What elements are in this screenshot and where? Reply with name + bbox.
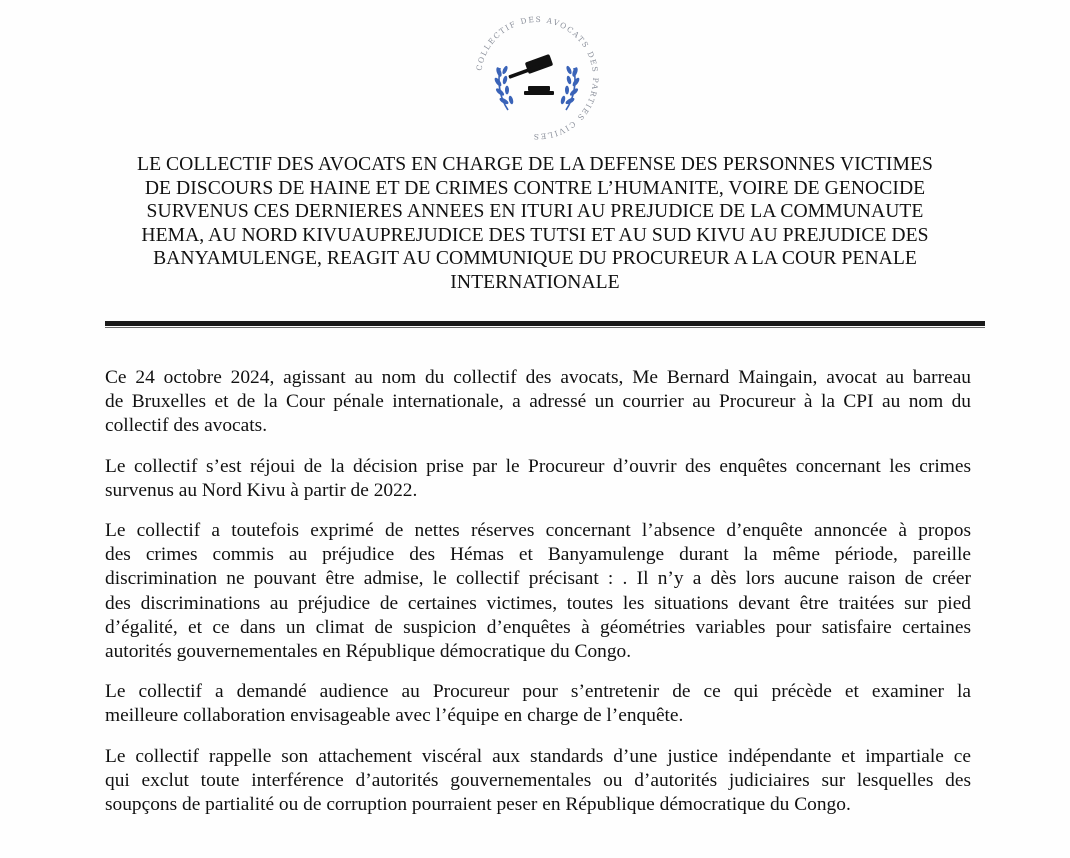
document-title bbox=[60, 153, 1010, 295]
paragraph-line: Le collectif s’est réjoui de la décision prise par le Procureur d’ouvrir des enquêtes concernant les crimes bbox=[105, 455, 971, 477]
collective-logo bbox=[468, 12, 606, 144]
paragraph-line: des discriminations au préjudice de certaines victimes, toutes les situations devant être traitées sur pied bbox=[105, 592, 971, 614]
paragraph-line: d’égalité, et ce dans un climat de suspicion d’enquêtes à géométries variables pour satisfaire certaines bbox=[105, 616, 971, 638]
paragraph-line: qui exclut toute interférence d’autorités gouvernementales ou d’autorités judiciaires sur lesquelles des bbox=[105, 769, 971, 791]
paragraph bbox=[105, 455, 971, 503]
paragraph bbox=[105, 519, 971, 664]
paragraph-line: discrimination ne pouvant être admise, le collectif précisant : . Il n’y a dès lors aucune raison de créer bbox=[105, 568, 971, 590]
laurel-gavel-emblem-icon bbox=[468, 12, 606, 144]
paragraph bbox=[105, 680, 971, 728]
title-line: LE COLLECTIF DES AVOCATS EN CHARGE DE LA DEFENSE DES PERSONNES VICTIMES bbox=[137, 154, 933, 175]
paragraph-line: autorités gouvernementales en République démocratique du Congo. bbox=[105, 641, 632, 663]
paragraph bbox=[105, 745, 971, 818]
paragraph-line: Ce 24 octobre 2024, agissant au nom du collectif des avocats, Me Bernard Maingain, avocat au barreau bbox=[105, 367, 971, 388]
document-body bbox=[105, 366, 971, 833]
paragraph-line: Le collectif a demandé audience au Procureur pour s’entretenir de ce qui précède et examiner la bbox=[105, 681, 971, 703]
title-line: HEMA, AU NORD KIVUAUPREJUDICE DES TUTSI ET AU SUD KIVU AU PREJUDICE DES bbox=[141, 224, 929, 246]
title-line: DE DISCOURS DE HAINE ET DE CRIMES CONTRE L’HUMANITE, VOIRE DE GENOCIDE bbox=[144, 177, 926, 199]
title-line: SURVENUS CES DERNIERES ANNEES EN ITURI AU PREJUDICE DE LA COMMUNAUTE bbox=[146, 201, 924, 223]
paragraph-line: survenus au Nord Kivu à partir de 2022. bbox=[105, 479, 418, 501]
title-divider-shadow bbox=[105, 327, 985, 328]
paragraph-line: Le collectif rappelle son attachement viscéral aux standards d’une justice indépendante et impartiale ce bbox=[105, 745, 971, 767]
svg-text:COLLECTIF DES AVOCATS DES PART: COLLECTIF DES AVOCATS DES PARTIES CIVILES bbox=[474, 14, 601, 142]
title-line: BANYAMULENGE, REAGIT AU COMMUNIQUE DU PROCUREUR A LA COUR PENALE bbox=[153, 248, 917, 270]
title-line: INTERNATIONALE bbox=[450, 271, 620, 293]
paragraph-line: soupçons de partialité ou de corruption pourraient peser en République démocratique du Congo. bbox=[105, 794, 851, 816]
paragraph-line: Le collectif a toutefois exprimé de nettes réserves concernant l’absence d’enquête annoncée à propos bbox=[105, 520, 971, 542]
paragraph-line: collectif des avocats. bbox=[105, 415, 268, 437]
title-divider bbox=[105, 321, 985, 326]
paragraph-line: meilleure collaboration envisageable avec l’équipe en charge de l’enquête. bbox=[105, 705, 684, 727]
paragraph-line: de Bruxelles et de la Cour pénale internationale, a adressé un courrier au Procureur à la CPI au nom du bbox=[105, 391, 971, 413]
paragraph bbox=[105, 366, 971, 439]
paragraph-line: des crimes commis au préjudice des Hémas et Banyamulenge durant la même période, pareille bbox=[105, 544, 971, 566]
